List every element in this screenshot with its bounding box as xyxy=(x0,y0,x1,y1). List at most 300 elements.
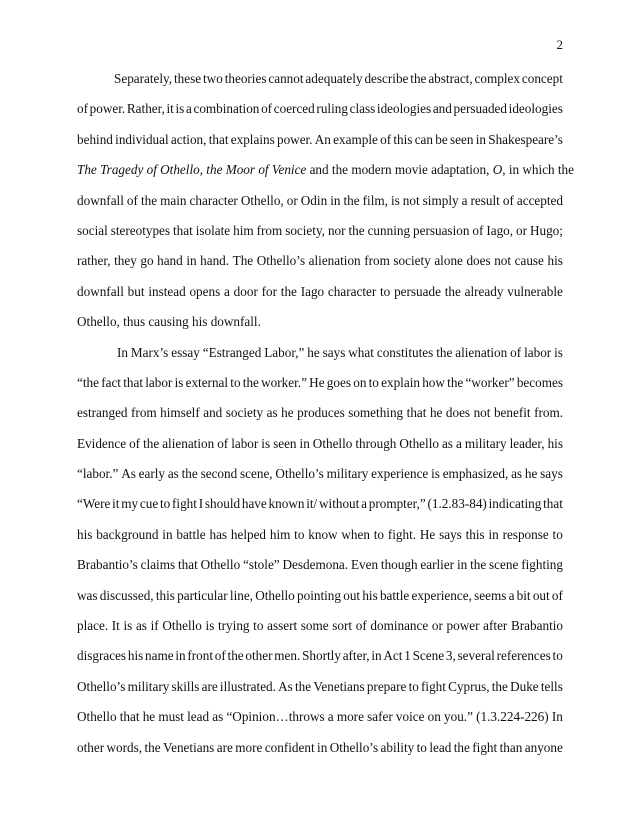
word: he xyxy=(429,405,443,421)
word: stereotypes xyxy=(110,222,171,238)
word: or xyxy=(286,192,298,208)
paragraph-2-line-5 xyxy=(77,459,563,489)
word: Even xyxy=(350,557,379,573)
word: the xyxy=(444,283,461,299)
word: “Estranged xyxy=(202,344,262,360)
word: front xyxy=(187,648,213,664)
word: confident xyxy=(264,739,315,755)
word: to xyxy=(408,678,419,694)
word: of xyxy=(126,192,138,208)
word: of xyxy=(77,101,88,117)
word: “worker” xyxy=(465,374,515,390)
word: the xyxy=(343,192,360,208)
paragraph-2-line-1 xyxy=(77,338,563,368)
word: if xyxy=(150,618,159,634)
word: that xyxy=(123,374,143,390)
word: adequately xyxy=(305,71,363,86)
word: tells xyxy=(540,678,563,694)
paragraph-1-line-4 xyxy=(77,155,575,185)
word: go xyxy=(140,253,154,269)
word: class xyxy=(349,101,376,117)
word: known xyxy=(268,496,305,512)
text-line xyxy=(77,125,563,155)
word: than xyxy=(499,739,523,755)
essay-body xyxy=(77,64,575,763)
word: to xyxy=(253,618,264,634)
word: of xyxy=(129,435,141,451)
word: Shortly xyxy=(302,648,341,664)
word: that xyxy=(406,405,427,421)
word: experience, xyxy=(411,587,472,603)
paragraph-1-line-7 xyxy=(77,246,563,276)
word: particular xyxy=(177,587,228,603)
word: on xyxy=(353,374,367,390)
word: a xyxy=(361,496,367,512)
word: or xyxy=(516,222,528,238)
word: through xyxy=(355,435,397,451)
word: it/ xyxy=(306,496,318,512)
word: Act xyxy=(383,648,403,664)
word: Hugo; xyxy=(529,222,563,238)
word: experience xyxy=(371,466,429,482)
word: Venetians xyxy=(313,678,365,694)
word: ideologies xyxy=(508,101,563,117)
word: pointing xyxy=(297,587,341,603)
word: persuaded xyxy=(453,101,507,117)
word: says xyxy=(439,526,462,542)
paragraph-2-line-3 xyxy=(77,398,563,428)
word: power. xyxy=(89,101,126,117)
word: “Were xyxy=(77,496,111,512)
word: accepted xyxy=(516,192,563,208)
paragraph-1-line-9 xyxy=(77,307,563,337)
word: that xyxy=(177,557,198,573)
word: fight xyxy=(472,739,498,755)
word: action, xyxy=(170,131,207,147)
word: lead xyxy=(187,709,210,725)
text-line xyxy=(77,186,563,216)
paragraph-1-line-5 xyxy=(77,186,563,216)
text-line xyxy=(77,429,563,459)
word: power. xyxy=(276,131,313,147)
word: after xyxy=(483,618,508,634)
word: several xyxy=(457,648,495,664)
word: the xyxy=(181,466,198,482)
word: individual xyxy=(115,131,169,147)
word: can xyxy=(414,131,434,147)
word: of xyxy=(214,648,226,664)
word: safer xyxy=(367,709,393,725)
word: a xyxy=(327,709,334,725)
word: though xyxy=(380,557,418,573)
word: is xyxy=(554,344,563,360)
text-line xyxy=(77,733,563,763)
word: to xyxy=(159,496,171,512)
word: after, xyxy=(342,648,370,664)
word: scene xyxy=(489,557,519,573)
word: a xyxy=(455,435,462,451)
word: Shakespeare’s xyxy=(488,131,563,147)
text-line xyxy=(77,611,563,641)
word: as xyxy=(266,405,278,421)
word: result xyxy=(470,192,500,208)
word: to xyxy=(416,739,427,755)
word: and xyxy=(432,101,452,117)
word: the xyxy=(242,374,259,390)
word: lead xyxy=(429,739,452,755)
word: Othello’s xyxy=(256,253,306,269)
word: Othello xyxy=(312,435,353,451)
word: as xyxy=(212,709,224,725)
word: him xyxy=(233,222,254,238)
paragraph-2-line-13 xyxy=(77,702,563,732)
word: response xyxy=(502,526,549,542)
word: Labor,” xyxy=(264,344,305,360)
word: in xyxy=(162,526,173,542)
word: what xyxy=(348,344,374,360)
word: anyone xyxy=(524,739,563,755)
word: 3, xyxy=(445,648,456,664)
word: he xyxy=(281,405,294,421)
word: line, xyxy=(229,587,253,603)
word: some xyxy=(300,618,329,634)
word: Othello’s xyxy=(275,466,324,482)
word: cause xyxy=(514,253,544,269)
word: that xyxy=(543,496,563,512)
word: does xyxy=(445,405,471,421)
word: you.” xyxy=(444,709,473,725)
word: to xyxy=(294,526,305,542)
word: or xyxy=(431,618,443,634)
word: military xyxy=(127,678,170,694)
word: claims xyxy=(140,557,176,573)
word: Othello xyxy=(255,587,295,603)
word: combination xyxy=(193,101,260,117)
word: external xyxy=(185,374,229,390)
paragraph-2-line-4 xyxy=(77,429,563,459)
word: is xyxy=(175,101,185,117)
word: main xyxy=(160,192,187,208)
word: military xyxy=(326,466,369,482)
word: labor xyxy=(231,435,259,451)
word: discussed, xyxy=(99,587,154,603)
word: that xyxy=(208,131,229,147)
word: I xyxy=(198,496,204,512)
paragraph-2-line-10 xyxy=(77,611,563,641)
word: other xyxy=(77,739,105,755)
word: nor xyxy=(327,222,346,238)
word: 1 xyxy=(404,648,411,664)
word: early xyxy=(138,466,166,482)
paragraph-2-line-7 xyxy=(77,520,563,550)
word: Marx’s xyxy=(130,344,169,360)
film-title: O xyxy=(492,162,503,178)
word: Evidence xyxy=(77,435,127,451)
word: have xyxy=(241,496,267,512)
word: that xyxy=(173,222,193,238)
word: the xyxy=(295,678,312,694)
text-line xyxy=(77,581,563,611)
word: of xyxy=(551,587,563,603)
word: explain xyxy=(381,374,420,390)
word: of xyxy=(217,435,229,451)
word: As xyxy=(278,678,293,694)
word: concept xyxy=(521,71,563,86)
word: worker.” xyxy=(261,374,307,390)
word: has xyxy=(209,526,228,542)
word: the xyxy=(227,648,244,664)
paragraph-2-line-12 xyxy=(77,672,563,702)
word: are xyxy=(201,678,218,694)
word: already xyxy=(464,283,504,299)
word: An xyxy=(314,131,331,147)
word: from xyxy=(256,222,283,238)
text-line xyxy=(77,702,563,732)
word: of xyxy=(510,344,522,360)
word: seen xyxy=(450,131,474,147)
word: other xyxy=(245,648,273,664)
word: becomes xyxy=(516,374,563,390)
word: Iago xyxy=(300,283,325,299)
word: background xyxy=(96,526,159,542)
word: out xyxy=(532,587,550,603)
word: The xyxy=(232,253,254,269)
word: (1.2.83-84) xyxy=(427,496,487,512)
word: persuasion xyxy=(413,222,470,238)
word: skills xyxy=(171,678,200,694)
word: Brabantio xyxy=(510,618,563,634)
word: the xyxy=(280,283,297,299)
word: trying xyxy=(218,618,250,634)
word: in xyxy=(317,739,328,755)
page-number: 2 xyxy=(556,37,563,52)
word: cue xyxy=(139,496,159,512)
word: rather, xyxy=(77,253,111,269)
word: bit xyxy=(516,587,531,603)
paragraph-2-line-14 xyxy=(77,733,563,763)
word: place. xyxy=(77,618,109,634)
word: when xyxy=(341,526,370,542)
play-title: The Tragedy of Othello, the Moor of Venice xyxy=(77,162,307,178)
word: in xyxy=(299,435,310,451)
word: isolate xyxy=(195,222,231,238)
word: seems xyxy=(474,587,507,603)
word: something xyxy=(348,405,404,421)
word: character xyxy=(327,283,377,299)
word: hand xyxy=(157,253,183,269)
word: of xyxy=(502,192,514,208)
word: these xyxy=(174,71,202,86)
word: are xyxy=(216,739,233,755)
word: he xyxy=(307,344,320,360)
paragraph-1-line-3 xyxy=(77,125,563,155)
word: how xyxy=(422,374,445,390)
word: is xyxy=(205,618,215,634)
word: Separately, xyxy=(114,71,173,86)
paragraph-2-line-8 xyxy=(77,550,563,580)
word: In xyxy=(117,344,128,360)
word: fight xyxy=(172,496,197,512)
word: not xyxy=(402,192,420,208)
word: this xyxy=(465,526,485,542)
word: He xyxy=(419,526,436,542)
word: ideologies xyxy=(376,101,432,117)
word: to xyxy=(230,374,241,390)
word: cunning xyxy=(367,222,411,238)
word: the xyxy=(436,344,453,360)
word: his xyxy=(127,648,144,664)
paragraph-2-line-6 xyxy=(77,489,563,519)
word: “the xyxy=(77,374,99,390)
word: in xyxy=(175,648,186,664)
word: prepare xyxy=(366,678,407,694)
word: cannot xyxy=(268,71,304,86)
word: must xyxy=(158,709,184,725)
word: military xyxy=(464,435,507,451)
word: is xyxy=(390,192,400,208)
word: disgraces xyxy=(77,648,127,664)
text-line xyxy=(77,489,563,519)
word: Othello xyxy=(77,709,117,725)
word: society, xyxy=(285,222,325,238)
word: He xyxy=(309,374,325,390)
word: the xyxy=(470,557,487,573)
word: alienation xyxy=(455,344,508,360)
word: was xyxy=(77,587,98,603)
word: In xyxy=(551,709,563,725)
word: theories xyxy=(224,71,267,86)
word: “stole” xyxy=(243,557,280,573)
word: his xyxy=(547,435,563,451)
paragraph-2-line-9 xyxy=(77,581,563,611)
text-line xyxy=(77,246,563,276)
word: coerced xyxy=(273,101,315,117)
word: As xyxy=(121,466,136,482)
word: essay xyxy=(171,344,200,360)
word: without xyxy=(319,496,360,512)
word: character xyxy=(189,192,238,208)
word: sort xyxy=(332,618,353,634)
word: references xyxy=(496,648,551,664)
word: benefit xyxy=(493,405,531,421)
word: Duke xyxy=(510,678,539,694)
word: opens xyxy=(189,283,221,299)
word: door xyxy=(233,283,258,299)
text-line xyxy=(77,94,563,124)
word: the xyxy=(453,739,470,755)
word: of xyxy=(261,101,273,117)
word: fight. xyxy=(387,526,417,542)
word: to xyxy=(373,526,385,542)
word: the xyxy=(143,435,160,451)
text-line xyxy=(77,368,563,398)
word: Othello xyxy=(399,435,439,451)
paragraph-1-line-2 xyxy=(77,94,563,124)
text-line: and the modern movie adaptation, xyxy=(306,162,493,178)
word: is xyxy=(123,618,133,634)
word: abstract, xyxy=(428,71,473,86)
word: in xyxy=(186,253,197,269)
word: be xyxy=(435,131,448,147)
word: name xyxy=(145,648,174,664)
word: they xyxy=(114,253,137,269)
text-line xyxy=(77,672,563,702)
word: the xyxy=(491,678,508,694)
word: from xyxy=(131,405,157,421)
word: Desdemona. xyxy=(282,557,349,573)
word: example xyxy=(333,131,378,147)
word: this xyxy=(393,131,413,147)
text-line xyxy=(114,64,563,94)
word: leader, xyxy=(509,435,545,451)
word: instead xyxy=(148,283,186,299)
word: know xyxy=(308,526,338,542)
paragraph-1-line-6 xyxy=(77,216,563,246)
text-line xyxy=(117,338,563,368)
word: a xyxy=(461,192,468,208)
word: second xyxy=(200,466,238,482)
word: in xyxy=(456,557,468,573)
word: Cyprus, xyxy=(448,678,490,694)
word: does xyxy=(466,253,491,269)
word: hand. xyxy=(200,253,230,269)
word: goes xyxy=(326,374,351,390)
word: he xyxy=(142,709,156,725)
word: the xyxy=(410,71,427,86)
word: not xyxy=(494,253,512,269)
word: as xyxy=(135,618,147,634)
word: society xyxy=(393,253,431,269)
word: labor xyxy=(524,344,552,360)
word: describe xyxy=(364,71,409,86)
word: seen xyxy=(273,435,297,451)
word: alienation xyxy=(162,435,215,451)
word: and xyxy=(203,405,223,421)
word: earlier xyxy=(420,557,455,573)
text-line xyxy=(77,641,563,671)
text-line: Othello, thus causing his downfall. xyxy=(77,314,261,330)
word: labor xyxy=(145,374,173,390)
word: for xyxy=(261,283,278,299)
word: in xyxy=(330,192,341,208)
word: from xyxy=(364,253,390,269)
word: but xyxy=(127,283,145,299)
word: says xyxy=(322,344,346,360)
word: produces xyxy=(297,405,345,421)
word: words, xyxy=(106,739,143,755)
word: men. xyxy=(274,648,301,664)
word: more xyxy=(336,709,364,725)
word: out xyxy=(343,587,361,603)
word: it xyxy=(166,101,174,117)
word: himself xyxy=(160,405,200,421)
word: to xyxy=(380,283,391,299)
word: complex xyxy=(474,71,520,86)
word: in xyxy=(475,131,486,147)
word: the xyxy=(348,222,365,238)
word: alone xyxy=(434,253,463,269)
word: in xyxy=(488,526,499,542)
word: as xyxy=(511,466,523,482)
word: Othello, xyxy=(240,192,284,208)
word: downfall xyxy=(77,283,124,299)
word: Othello xyxy=(200,557,241,573)
word: Scene xyxy=(412,648,445,664)
text-line xyxy=(77,398,563,428)
word: “Opinion…throws xyxy=(226,709,325,725)
word: of xyxy=(355,618,367,634)
word: not xyxy=(473,405,491,421)
